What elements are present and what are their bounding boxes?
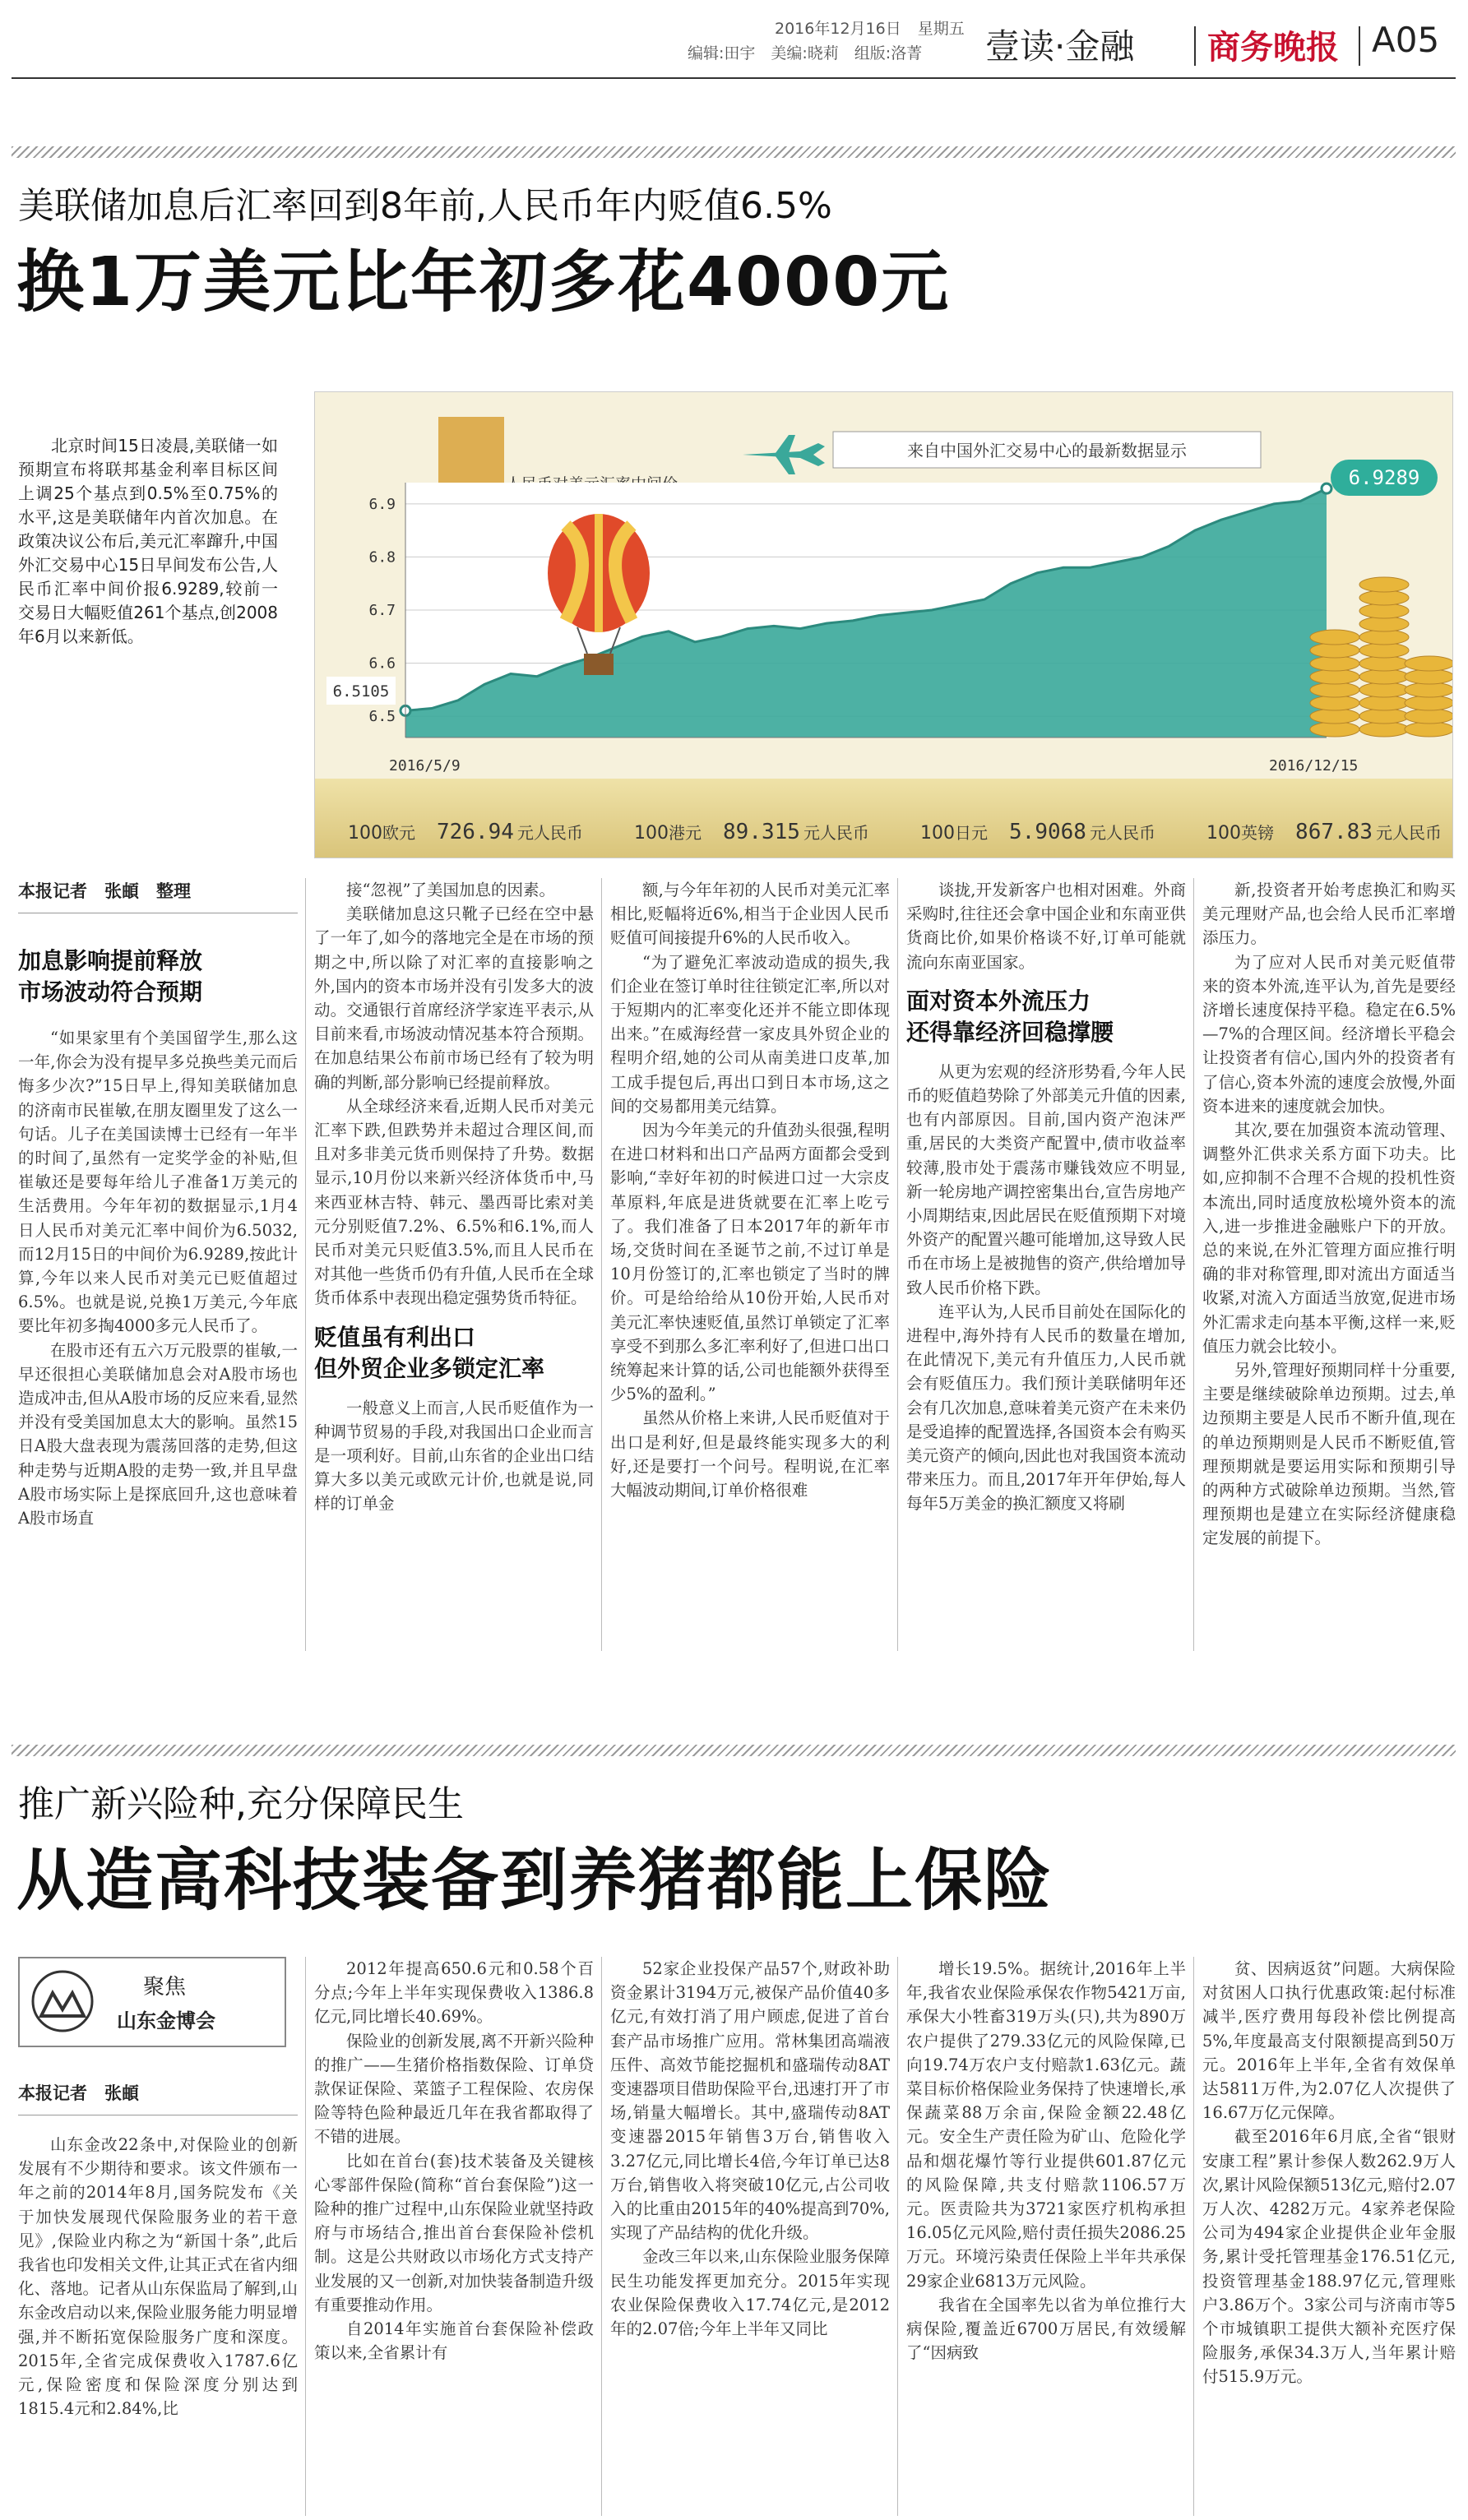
paragraph: 接“忽视”了美国加息的因素。	[346, 881, 555, 899]
paragraph: 从更为宏观的经济形势看,今年人民币的贬值趋势除了外部美元升值的因素,也有内部原因。目前,国内资产泡沫严重,居民的大类资产配置中,债市收益率较薄,股市处于震荡市赚钱效应不明显,新一轮房地产调控密集出台,宣告房地产小周期结束,因此居民在贬值预期下对境外资产的配置兴趣可能增加,这导致人民币在市场上是被抛售的资产,供给增加导致人民币价格下跌。	[906, 1061, 1186, 1297]
coin	[1359, 617, 1409, 631]
coin	[1359, 577, 1409, 592]
coin	[1359, 590, 1409, 605]
expo-logo	[18, 1957, 286, 2047]
currency-unit: 欧元	[382, 823, 415, 843]
y-tick-label: 6.8	[368, 548, 396, 566]
currency-value: 726.94	[437, 820, 514, 844]
paragraph: 山东金改22条中,对保险业的创新发展有不少期待和要求。该文件颁布一年之前的2014年8月,国务院发布《关于加快发展现代保险服务业的若干意见》,保险业内称之为“新国十条”,此后我省也印发相关文件,让其正式在省内细化、落地。记者从山东保监局了解到,山东金改启动以来,保险业服务能力明显增强,并不断拓宽保险服务广度和深度。2015年,全省完成保费收入1787.6亿元,保险密度和保险深度分别达到1815.4元和2.84%,比	[18, 2135, 298, 2419]
coin	[1359, 696, 1409, 710]
currency-rates-bar	[315, 779, 1452, 858]
paragraph: 截至2016年6月底,全省“银财安康工程”累计参保人数262.9万人次,累计风险保额513亿元,赔付2.07万人次、4282万元。4家养老保险公司为494家企业提供企业年金服务,累计受托管理基金176.51亿元,投资管理基金188.97亿元,管理账户3.86万个。3家公司与济南市等5个市城镇职工提供大额补充医疗保险服务,承保34.3万人,当年累计赔付515.9万元。	[1202, 2127, 1456, 2387]
currency-value: 867.83	[1295, 820, 1373, 844]
y-tick-label: 6.7	[368, 602, 396, 619]
article2-byline: 本报记者 张頔	[18, 2083, 139, 2103]
article2-column-1	[18, 2133, 298, 2514]
coin	[1359, 630, 1409, 645]
paragraph: 52家企业投保产品57个,财政补助资金累计3194万元,被保产品价值40多亿元,有效打消了用户顾虑,促进了首台套产品市场推广应用。常林集团高端液压件、高效节能挖掘机和盛瑞传动8AT变速器项目借助保险平台,迅速打开了市场,销量大幅增长。其中,盛瑞传动8AT变速器2015年销售3万台,销售收入3.27亿元,同比增长4倍,今年订单已达8万台,销售收入将突破10亿元,占公司收入的比重由2015年的40%提高到70%,实现了产品结构的优化升级。	[610, 1959, 890, 2243]
currency-amount: 100	[634, 823, 669, 844]
gold-coins-icon	[1310, 577, 1452, 737]
paragraph: 保险业的创新发展,离不开新兴险种的推广——生猪价格指数保险、订单贷款保证保险、菜篮子工程保险、农房保险等特色险种最近几年在我省都取得了不错的进展。	[314, 2031, 594, 2147]
article1-byline: 本报记者 张頔 整理	[18, 881, 191, 901]
currency-cny: 元人民币	[516, 823, 583, 843]
exchange-rate-chart-svg	[315, 392, 1452, 779]
exchange-rate-chart	[314, 391, 1453, 858]
paragraph: 在股市还有五六万元股票的崔敏,一早还很担心美联储加息会对A股市场也造成冲击,但从A股市场的反应来看,显然并没有受美国加息太大的影响。虽然15日A股大盘表现为震荡回落的走势,但这种走势与近期A股的走势一致,并且早盘A股市场实际上是探底回升,这也意味着A股市场直	[18, 1340, 298, 1528]
paragraph: 比如在首台(套)技术装备及关键核心零部件保险(简称“首台套保险”)这一险种的推广过程中,山东保险业就坚持政府与市场结合,推出首台套保险补偿机制。这是公共财政以市场化方式支持产业发展的又一创新,对加快装备制造升级有重要推动作用。	[314, 2151, 594, 2314]
coin	[1359, 669, 1409, 684]
paragraph: 我省在全国率先以省为单位推行大病保险,覆盖近6700万居民,有效缓解了“因病致	[906, 2295, 1186, 2363]
expo-logo-bottom: 山东金博会	[117, 2009, 215, 2032]
article1-subhead-2: 贬值虽有利出口 但外贸企业多锁定汇率	[314, 1323, 545, 1382]
coin	[1359, 682, 1409, 697]
coin	[1405, 669, 1452, 684]
end-date-label: 2016/12/15	[1269, 757, 1359, 774]
masthead-paper-logo: 商务晚报	[1207, 28, 1339, 67]
y-tick-label: 6.6	[368, 654, 396, 673]
coin	[1310, 669, 1359, 684]
coin	[1359, 643, 1409, 658]
currency-unit: 日元	[955, 823, 989, 843]
paragraph: 美联储加息这只靴子已经在空中悬了一年了,如今的落地完全是在市场的预期之中,所以除了对汇率的直接影响之外,国内的资本市场并没有引发多大的波动。交通银行首席经济学家连平表示,从目前来看,市场波动情况基本符合预期。在加息结果公布前市场已经有了较为明确的判断,部分影响已经提前释放。	[314, 904, 594, 1092]
article2-column-4	[906, 1957, 1186, 2516]
article1-kicker: 美联储加息后汇率回到8年前,人民币年内贬值6.5%	[18, 185, 832, 227]
masthead-divider	[1194, 26, 1196, 66]
mountain-logo-icon	[30, 1968, 95, 2034]
coin	[1405, 656, 1452, 671]
article1-column-2	[314, 878, 594, 1651]
masthead-editors: 编辑:田宇 美编:晓莉 组版:洛菁	[688, 44, 923, 62]
masthead-divider-2	[1359, 26, 1360, 66]
paragraph: 金改三年以来,山东保险业服务保障民生功能发挥更加充分。2015年实现农业保险保费收入17.74亿元,是2012年的2.07倍;今年上半年又同比	[610, 2247, 890, 2339]
paragraph: 其次,要在加强资本流动管理、调整外汇供求关系方面下功夫。比如,应抑制不合理不合规的投机性资本流出,同时适度放松境外资本的流入,进一步推进金融账户下的开放。总的来说,在外汇管理方面应推行明确的非对称管理,即对流出方面适当收紧,对流入方面适当放宽,促进市场外汇需求走向基本平衡,这样一来,贬值压力就会比较小。	[1202, 1121, 1456, 1356]
column-separator	[897, 1957, 898, 2516]
section-hatch	[12, 1745, 1456, 1756]
paragraph: 因为今年美元的升值劲头很强,程明在进口材料和出口产品两方面都会受到影响,“幸好年初的时候进口过一大宗皮革原料,年底是进货就要在汇率上吃亏了。我们准备了日本2017年的新年市场,交货时间在圣诞节之前,不过订单是10月份签订的,汇率也锁定了当时的牌价。可是给给给从10份开始,人民币对美元汇率快速贬值,虽然订单锁定了汇率享受不到那么多汇率利好了,但进口出口统筹起来计算的话,公司也能额外获得至少5%的盈利。”	[610, 1121, 890, 1404]
coin	[1310, 630, 1359, 645]
currency-cny: 元人民币	[1375, 823, 1442, 843]
coin	[1405, 709, 1452, 724]
column-separator	[1193, 1957, 1194, 2516]
coin	[1405, 722, 1452, 737]
currency-rate-item	[634, 820, 869, 844]
data-point	[1322, 483, 1331, 493]
currency-cny: 元人民币	[803, 823, 869, 843]
article1-subhead-1: 加息影响提前释放 市场波动符合预期	[18, 947, 203, 1006]
chart-banner: 来自中国外汇交易中心的最新数据显示	[907, 441, 1187, 460]
coin	[1359, 603, 1409, 618]
paragraph: 连平认为,人民币目前处在国际化的进程中,海外持有人民币的数量在增加,在此情况下,美元有升值压力,人民币就会有贬值压力。我们预计美联储明年还会有几次加息,意味着美元资产在未来仍是受追捧的配置选择,各国资本会有购买美元资产的倾向,因此也对我国资本流动带来压力。而且,2017年开年伊始,每人每年5万美金的换汇额度又将刷	[906, 1302, 1186, 1514]
paragraph: “如果家里有个美国留学生,那么这一年,你会为没有提早多兑换些美元而后悔多少次?”15日早上,得知美联储加息的济南市民崔敏,在朋友圈里发了这么一句话。儿子在美国读博士已经有一年半的时间了,虽然有一定奖学金的补贴,但崔敏还是要每年给儿子准备1万美元的生活费用。今年年初的数据显示,1月4日人民币对美元汇率中间价为6.5032,而12月15日的中间价为6.9289,按此计算,今年以来人民币对美元已贬值超过6.5%。也就是说,兑换1万美元,今年底要比年初多掏4000多元人民币了。	[18, 1029, 298, 1336]
paragraph: 另外,管理好预期同样十分重要,主要是继续破除单边预期。过去,单边预期主要是人民币不断升值,现在的单边预期则是人民币不断贬值,管理预期就是要运用实际和预期引导的两种方式破除单边预期。当然,管理预期也是建立在实际经济健康稳定发展的前提下。	[1202, 1361, 1456, 1548]
currency-amount: 100	[920, 823, 956, 844]
coin	[1310, 722, 1359, 737]
currency-amount: 100	[1206, 823, 1242, 844]
column-separator	[601, 1957, 602, 2516]
article1-column-3	[610, 878, 890, 1651]
coin	[1359, 709, 1409, 724]
paragraph: 谈拢,开发新客户也相对困难。外商采购时,往往还会拿中国企业和东南亚供货商比价,如果价格谈不好,订单可能就流向东南亚国家。	[906, 881, 1186, 972]
y-tick-label: 6.9	[368, 495, 396, 513]
currency-value: 89.315	[723, 820, 800, 844]
masthead-hatch	[12, 146, 1456, 158]
paragraph: 增长19.5%。据统计,2016年上半年,我省农业保险承保农作物5421万亩,承保大小牲畜319万头(只),共为890万农户提供了279.33亿元的风险保障,已向19.74万农户支付赔款1.63亿元。蔬菜目标价格保险业务保持了快速增长,承保蔬菜88万余亩,保险金额22.48亿元。安全生产责任险为矿山、危险化学品和烟花爆竹等行业提供601.87亿元的风险保障,共支付赔款1106.57万元。医责险共为3721家医疗机构承担16.05亿元风险,赔付责任损失2086.25万元。环境污染责任保险上半年共承保29家企业6813万元风险。	[906, 1959, 1186, 2291]
coin	[1310, 696, 1359, 710]
paragraph: 为了应对人民币对美元贬值带来的资本外流,连平认为,首先是要经济增长速度保持平稳。稳定在6.5%—7%的合理区间。经济增长平稳会让投资者有信心,国内外的投资者有了信心,资本外流的速度会放慢,外面资本进来的速度就会加快。	[1202, 952, 1456, 1116]
paragraph: 额,与今年年初的人民币对美元汇率相比,贬幅将近6%,相当于企业因人民币贬值可间接提升6%的人民币收入。	[610, 881, 890, 948]
paragraph: 自2014年实施首台套保险补偿政策以来,全省累计有	[314, 2319, 594, 2363]
masthead-weekday: 星期五	[917, 20, 965, 38]
paragraph: 2012年提高650.6元和0.58个百分点;今年上半年实现保费收入1386.8亿元,同比增长40.69%。	[314, 1959, 594, 2027]
article1-column-1	[18, 1026, 298, 1656]
expo-logo-top: 聚焦	[143, 1975, 187, 2000]
article2-column-5	[1202, 1957, 1456, 2516]
coin	[1310, 643, 1359, 658]
currency-amount: 100	[348, 823, 382, 844]
paragraph: 从全球经济来看,近期人民币对美元汇率下跌,但跌势并未超过合理区间,而且对多非美元货币则保持了升势。数据显示,10月份以来新兴经济体货币中,马来西亚林吉特、韩元、墨西哥比索对美元分别贬值7.2%、6.5%和6.1%,而人民币对美元只贬值3.5%,而且人民币在对其他一些货币仍有升值,人民币在全球货币体系中表现出稳定强势货币特征。	[314, 1096, 594, 1308]
latest-value-badge: 6.9289	[1348, 466, 1420, 489]
article1-column-4	[906, 878, 1186, 1651]
masthead-rule	[12, 77, 1456, 79]
currency-unit: 港元	[669, 823, 702, 843]
coin	[1359, 656, 1409, 671]
article2-headline: 从造高科技装备到养猪都能上保险	[16, 1842, 1054, 1920]
column-separator	[601, 878, 602, 1651]
article1-headline: 换1万美元比年初多花4000元	[16, 243, 951, 321]
paragraph: 虽然从价格上来讲,人民币贬值对于出口是利好,但是最终能实现多大的利好,还是要打一个问号。程明说,在汇率大幅波动期间,订单价格很难	[610, 1408, 890, 1500]
column-separator	[897, 878, 898, 1651]
masthead-section: 壹读·金融	[985, 26, 1135, 67]
masthead-page-number: A05	[1372, 20, 1440, 60]
coin	[1310, 709, 1359, 724]
airplane-icon	[743, 435, 825, 474]
masthead-date: 2016年12月16日	[775, 20, 901, 38]
start-date-label: 2016/5/9	[389, 757, 461, 774]
currency-unit: 英镑	[1241, 823, 1275, 843]
currency-cny: 元人民币	[1089, 823, 1155, 843]
article2-kicker: 推广新兴险种,充分保障民生	[18, 1783, 464, 1825]
currency-rate-item	[1206, 820, 1442, 844]
masthead-date-line	[775, 18, 989, 39]
paragraph: “为了避免汇率波动造成的损失,我们企业在签订单时往往锁定汇率,所以对于短期内的汇率变化还并不能立即体现出来。”在威海经营一家皮具外贸企业的程明介绍,她的公司从南美进口皮革,加工成手提包后,再出口到日本市场,这之间的交易都用美元结算。	[610, 952, 890, 1116]
start-value-label: 6.5105	[332, 682, 390, 701]
paragraph: 贫、因病返贫”问题。大病保险对贫困人口执行优惠政策:起付标准减半,医疗费用每段补偿比例提高5%,年度最高支付限额提高到50万元。2016年上半年,全省有效保单达5811万件,为2.07亿人次提供了16.67万亿元保障。	[1202, 1959, 1456, 2123]
article1-subhead-3: 面对资本外流压力 还得靠经济回稳撑腰	[906, 987, 1114, 1046]
coin	[1405, 696, 1452, 710]
coin	[1310, 656, 1359, 671]
coin	[1405, 682, 1452, 697]
article2-column-2	[314, 1957, 594, 2516]
currency-rate-item	[348, 820, 583, 844]
column-separator	[1193, 878, 1194, 1651]
currency-value: 5.9068	[1009, 820, 1086, 844]
paragraph: 一般意义上而言,人民币贬值作为一种调节贸易的手段,对我国出口企业而言是一项利好。目前,山东省的企业出口结算大多以美元或欧元计价,也就是说,同样的订单金	[314, 1398, 594, 1514]
column-separator	[305, 1957, 306, 2516]
currency-rate-item	[920, 820, 1155, 844]
coin	[1359, 722, 1409, 737]
article1-column-5	[1202, 878, 1456, 1651]
article2-column-3	[610, 1957, 890, 2516]
coin	[1310, 682, 1359, 697]
y-tick-label: 6.5	[368, 708, 396, 726]
article1-lead: 北京时间15日凌晨,美联储一如预期宣布将联邦基金利率目标区间上调25个基点到0.5%至0.75%的水平,这是美联储年内首次加息。在政策决议公布后,美元汇率蹿升,中国外汇交易中心15日早间发布公告,人民币汇率中间价报6.9289,较前一交易日大幅贬值261个基点,创2008年6月以来新低。	[18, 436, 278, 646]
column-separator	[305, 878, 306, 1651]
paragraph: 新,投资者开始考虑换汇和购买美元理财产品,也会给人民币汇率增添压力。	[1202, 881, 1456, 948]
